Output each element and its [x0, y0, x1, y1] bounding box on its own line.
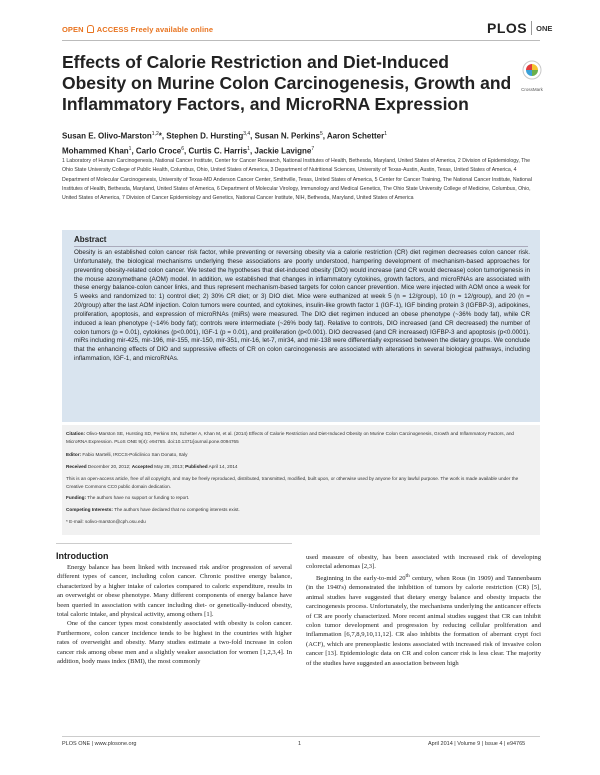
competing-interests: [66, 506, 536, 514]
abstract-heading: Abstract: [74, 235, 107, 244]
ordinal-sup: th: [405, 572, 410, 579]
plos-logo-text: PLOS: [487, 20, 528, 36]
author-affil-sup: 1: [128, 146, 132, 153]
accepted-date: May 28, 2013;: [154, 464, 184, 469]
author-affil-sup: 1: [384, 131, 388, 137]
body-paragraph: One of the cancer types most consistently associated with obesity is colon cancer. Furthermore, colon cancer incidence tends to be highest in the countries with higher rates of overweight and obesity. Many studies estimate a two-fold increase in colon cancer risk among obese men and a slightly weaker association for women [1,2,3,4]. In addition, body mass index (BMI), the most commonly: [57, 620, 292, 666]
open-access-banner: [62, 25, 213, 34]
funding-label: Funding:: [66, 495, 87, 500]
body-paragraph: [306, 572, 541, 668]
citation: [66, 430, 536, 445]
competing-text: The authors have declared that no competing interests exist.: [114, 507, 240, 512]
author-name[interactable]: , Curtis C. Harris: [184, 146, 248, 156]
footer-journal-link[interactable]: PLOS ONE | www.plosone.org: [62, 741, 137, 747]
dates: [66, 463, 536, 471]
author-name[interactable]: , Susan N. Perkins: [250, 131, 320, 141]
open-lock-icon: [87, 25, 94, 33]
abstract-divider: [74, 246, 528, 247]
crossmark-label: CrossMark: [521, 87, 543, 92]
accepted-label: Accepted: [131, 464, 153, 469]
footer-divider: [62, 736, 540, 737]
author-name[interactable]: , Carlo Croce: [131, 146, 182, 156]
author-affil-sup: 5: [319, 131, 323, 137]
published-date: April 14, 2014: [208, 464, 238, 469]
body-paragraph: Energy balance has been linked with increased risk and/or progression of several different types of cancer, including colon cancer. Chronic positive energy balance, characterized by a higher intake of calories compared to caloric expenditure, results in an overweight or obese phenotype. Many different components of energy balance have been queried in association with cancer including diet- or genetically-induced obesity, total caloric intake, and physical activity, among others [1].: [57, 564, 292, 619]
plos-one-logo[interactable]: [487, 20, 552, 36]
received-date: December 20, 2012;: [87, 464, 131, 469]
funding: [66, 494, 536, 502]
open-access-label: OPEN: [62, 25, 84, 34]
footer-issue-info: April 2014 | Volume 9 | Issue 4 | e94765: [428, 741, 526, 747]
author-name[interactable]: *, Stephen D. Hursting: [158, 131, 244, 141]
citation-label: Citation:: [66, 431, 86, 436]
header-divider: [62, 40, 540, 41]
license-text: This is an open-access article, free of all copyright, and may be freely reproduced, distributed, transmitted, modified, built upon, or otherwise used by anyone for any lawful purpose. The work is made available under the Creative Commons CC0 public domain dedication.: [66, 476, 519, 489]
author-list: [62, 128, 532, 158]
logo-divider: [531, 21, 532, 35]
intro-divider: [56, 543, 292, 544]
author-affil-sup: 1: [247, 146, 250, 153]
citation-text: Olivo-Marston SE, Hursting SD, Perkins SN, Schetter A, Khan M, et al. (2014) Effects of Calorie Restriction and Diet-Induced Obesity on Murine Colon Carcinogenesis, Growth and Inflammatory Factors, and MicroRNA Expression. PLoS ONE 9(4): e94765. doi:10.1371/journal.pone.0094765: [66, 431, 515, 444]
plos-one-text: ONE: [536, 23, 553, 33]
email-link[interactable]: * E-mail: solivo-marston@cph.osu.edu: [66, 519, 146, 524]
author-affil-sup: 1,2: [151, 131, 159, 137]
editor-label: Editor:: [66, 452, 82, 457]
funding-text: The authors have no support or funding to report.: [87, 495, 190, 500]
author-name[interactable]: , Aaron Schetter: [322, 131, 385, 141]
page-number: 1: [298, 741, 302, 747]
published-label: Published: [185, 464, 208, 469]
author-name[interactable]: , Jackie Lavigne: [249, 146, 312, 156]
introduction-heading: Introduction: [56, 551, 109, 561]
author-affil-sup: 6: [181, 146, 185, 153]
affiliations: 1 Laboratory of Human Carcinogenesis, National Cancer Institute, Center for Cancer Research, National Institutes of Health, Bethesda, Maryland, United States of America, 2 Division of Epidemiology, The Ohio State University College of Public Health, Columbus, Ohio, United States of America, 3 Department of Nutritional Sciences, University of Texas-Austin, Austin, Texas, United States of America, 4 Department of Molecular Carcinogenesis, University of Texas-MD Anderson Cancer Center, Smithville, Texas, United States of America, 5 Center for Cancer Training, The National Cancer Institute, National Institutes of Health, Bethesda, Maryland, United States of America, 6 Department of Molecular Virology, Immunology and Medical Genetics, The Ohio State University College of Medicine, Columbus, Ohio, United States of America, 7 Division of Cancer Epidemiology and Genetics, National Cancer Institute, NIH, Bethesda, Maryland, United States of America: [62, 158, 532, 202]
editor: [66, 451, 536, 459]
abstract-text: Obesity is an established colon cancer risk factor, while preventing or reversing obesity via a calorie restriction (CR) diet regimen decreases colon cancer risk. Unfortunately, the biological mechanisms underlying these associations are poorly understood, hampering development of mechanism-based approaches for preventing obesity-related colon cancer. We tested the hypotheses that diet-induced obesity (DIO) would increase (and CR would decrease) colon tumorigenesis in the mouse azoxymethane (AOM) model. In addition, we established that changes in inflammatory cytokines, growth factors, and microRNAs are associated with these energy balance-colon cancer links, and thus represent mechanism-based targets for colon cancer prevention. Mice were injected with AOM once a week for 5 weeks and randomized to: 1) control diet; 2) 30% CR diet; or 3) DIO diet. Mice were euthanized at week 5 (n = 12/group), 10 (n = 12/group), and 20 (n = 20/group) after the last AOM injection. Colon tumors were counted, and cytokines, insulin-like growth factor 1 (IGF-1), IGF binding protein 3 (IGFBP-3), adipokines, proliferation, apoptosis, and expression of microRNAs (miRs) were measured. The DIO diet regimen induced an obese phenotype (~36% body fat), while CR induced a lean phenotype (~14% body fat); controls were intermediate (~26% body fat). Relative to controls, DIO increased (and CR decreased) the number of colon tumors (p = 0.01), cytokines (p<0.001), IGF-1 (p = 0.01), and proliferation (p<0.001). DIO decreased (and CR increased) IGFBP-3 and apoptosis (p<0.0001). miRs including mir-425, mir-196, mir-155, mir-150, mir-351, mir-16, let-7, mir34, and mir-138 were differentially expressed between the dietary groups. We conclude that the enhancing effects of DIO and suppressive effects of CR on colon carcinogenesis are associated with alterations in several biological pathways, including inflammation, IGF-1, and microRNAs.: [74, 249, 530, 363]
author-affil-sup: 3,4: [243, 131, 251, 137]
crossmark-badge[interactable]: [520, 60, 544, 92]
body-column-right: [306, 553, 541, 668]
author-line-1: [62, 128, 532, 143]
author-name[interactable]: Mohammed Khan: [62, 146, 129, 156]
crossmark-icon: [522, 60, 542, 80]
editor-text: Fabio Martelli, IRCCS-Policlinico San Donato, Italy: [82, 452, 188, 457]
author-name[interactable]: Susan E. Olivo-Marston: [62, 131, 152, 141]
body-text: Beginning in the early-to-mid 20: [316, 575, 406, 582]
body-column-left: [57, 563, 292, 666]
body-paragraph: used measure of obesity, has been associated with increased risk of developing colorectal adenomas [2,3].: [306, 554, 541, 571]
author-affil-sup: 7: [311, 146, 315, 153]
open-access-text: ACCESS Freely available online: [96, 25, 214, 34]
competing-label: Competing Interests:: [66, 507, 113, 512]
received-label: Received: [66, 464, 87, 469]
body-text: century, when Rous (in 1909) and Tannenbaum (in the 1940's) demonstrated the inhibition of tumors by calorie restriction (CR) [5], animal studies have suggested that dietary energy balance and obesity impacts the carcinogenesis process. Unfortunately, the mechanisms underlying the anticancer effects of CR are poorly characterized. More recent animal studies suggest that CR can inhibit colon tumor development and progression by reducing cellular proliferation and inflammation [6,7,8,9,10,11,12]. CR also inhibits the formation of aberrant crypt foci (ACF), which are preneoplastic lesions associated with increased risk of invasive colon cancer [13]. Epidemiologic data on CR and colon cancer risk is less clear. The majority of the studies have suggested an association between high: [306, 575, 541, 667]
article-title: Effects of Calorie Restriction and Diet-Induced Obesity on Murine Colon Carcinogenesis, Growth and Inflammatory Factors, and MicroRNA Expression: [62, 52, 512, 114]
